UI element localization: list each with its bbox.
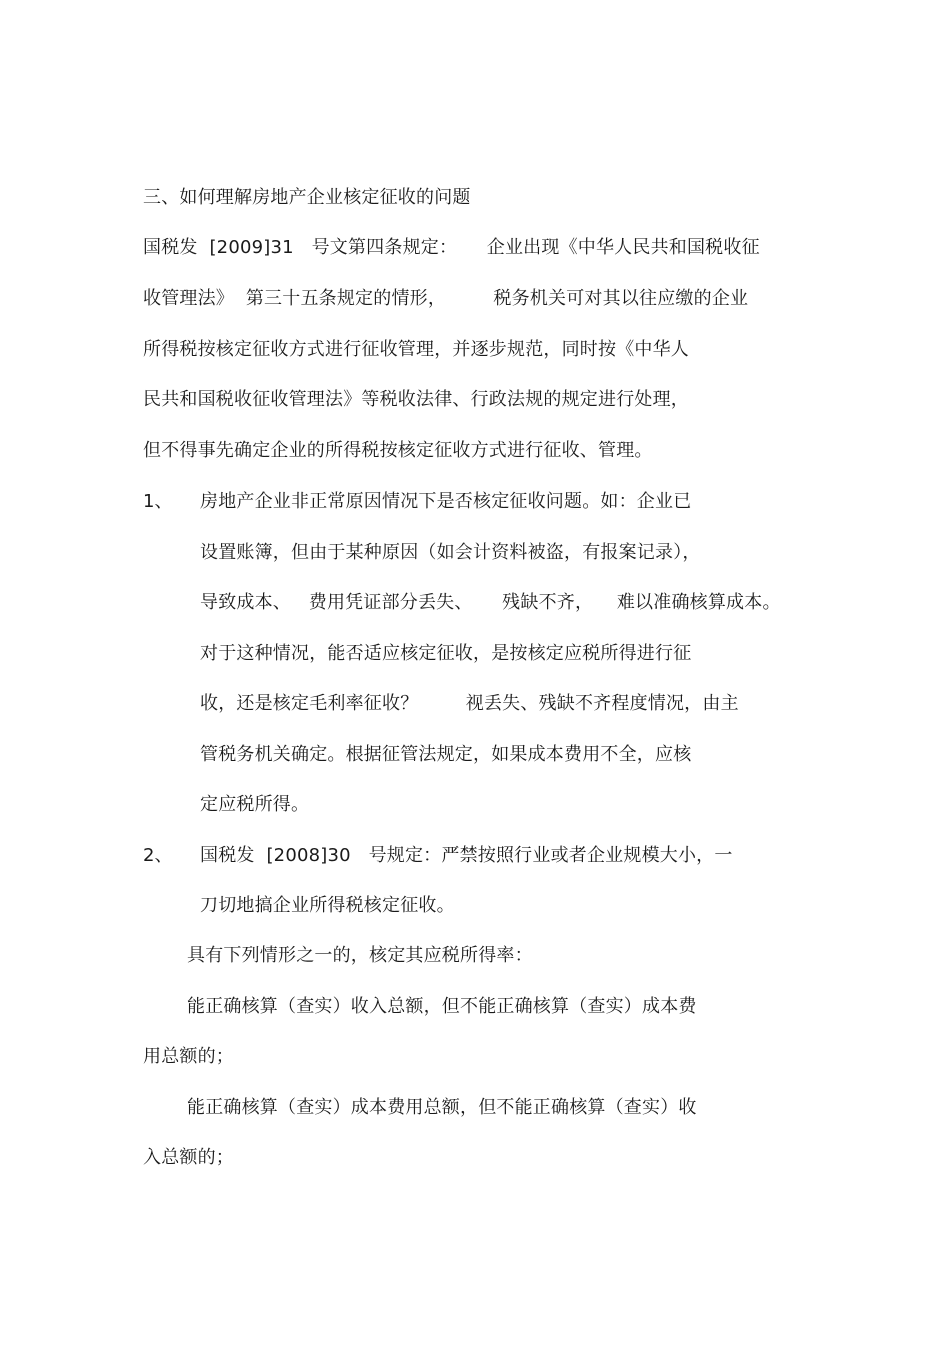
- intro-line-5: 但不得事先确定企业的所得税按核定征收方式进行征收、管理。: [143, 440, 653, 461]
- intro-line-2: 收管理法》 第三十五条规定的情形， 税务机关可对其以往应缴的企业: [143, 288, 749, 309]
- intro-line-4: 民共和国税收征收管理法》等税收法律、行政法规的规定进行处理，: [143, 389, 689, 410]
- condition-1-line-2: 用总额的；: [143, 1046, 234, 1067]
- item-1-line-7: 定应税所得。: [200, 794, 310, 815]
- item-1-line-2: 设置账簿，但由于某种原因（如会计资料被盗，有报案记录），: [200, 542, 701, 563]
- item-1-line-3: 导致成本、 费用凭证部分丢失、 残缺不齐， 难以准确核算成本。: [200, 592, 781, 613]
- item-1-line-6: 管税务机关确定。根据征管法规定，如果成本费用不全，应核: [200, 744, 692, 765]
- intro-line-1: 国税发 [2009]31 号文第四条规定： 企业出现《中华人民共和国税收征: [143, 237, 760, 258]
- conditions-lead: 具有下列情形之一的，核定其应税所得率：: [187, 945, 533, 966]
- condition-2-line-2: 入总额的；: [143, 1147, 234, 1168]
- item-1-marker: 1、: [143, 491, 173, 512]
- item-1-line-5: 收，还是核定毛利率征收？ 视丢失、残缺不齐程度情况，由主: [200, 693, 739, 714]
- item-2-line-2: 刀切地搞企业所得税核定征收。: [200, 895, 455, 916]
- intro-line-3: 所得税按核定征收方式进行征收管理，并逐步规范，同时按《中华人: [143, 339, 689, 360]
- condition-2-line-1: 能正确核算（查实）成本费用总额，但不能正确核算（查实）收: [187, 1097, 697, 1118]
- item-1-line-4: 对于这种情况，能否适应核定征收，是按核定应税所得进行征: [200, 643, 692, 664]
- item-2-line-1: 国税发 [2008]30 号规定：严禁按照行业或者企业规模大小，一: [200, 845, 733, 866]
- item-2-marker: 2、: [143, 845, 173, 866]
- condition-1-line-1: 能正确核算（查实）收入总额，但不能正确核算（查实）成本费: [187, 996, 697, 1017]
- section-heading: 三、如何理解房地产企业核定征收的问题: [143, 187, 471, 208]
- item-1-line-1: 房地产企业非正常原因情况下是否核定征收问题。如：企业已: [200, 491, 692, 512]
